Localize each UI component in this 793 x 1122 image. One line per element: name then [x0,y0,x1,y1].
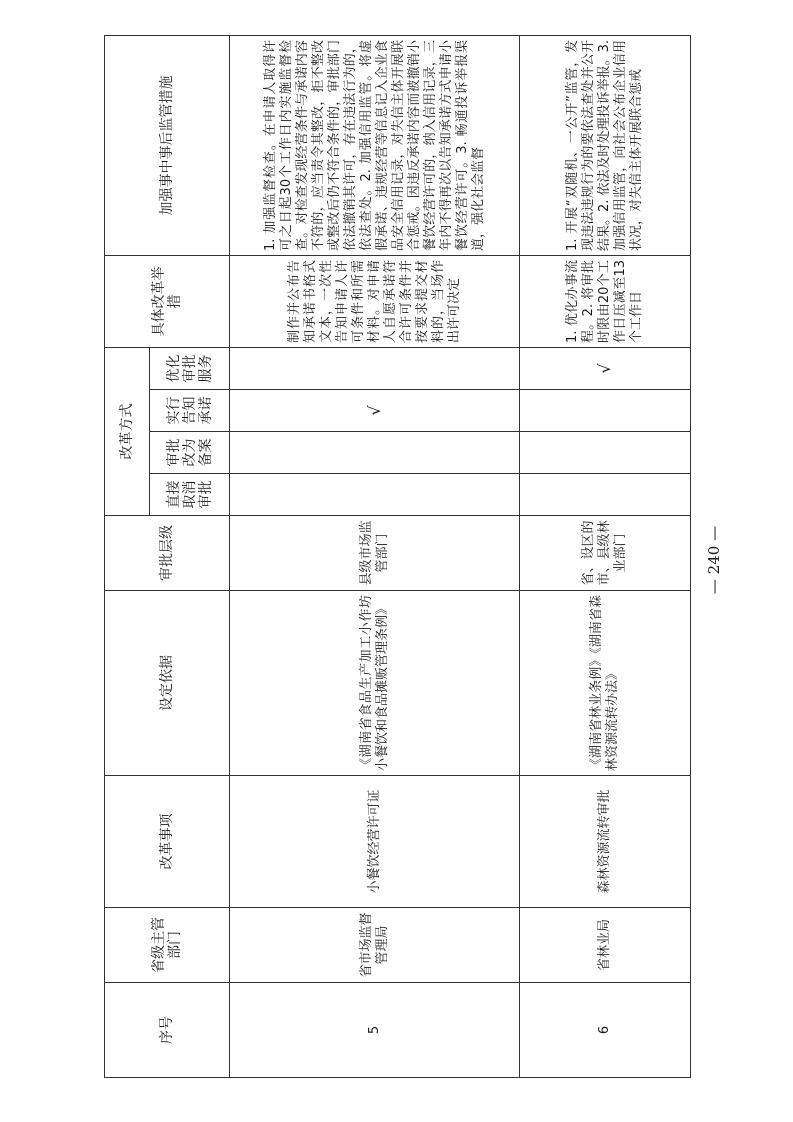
row-supervision: 1. 加强监督检查。在申请人取得许可之日起30个工作日内实施监督检查。对检查发现经营条件与承诺内容不符的，应当责令其整改，拒不整改或整改后仍不符合条件的，审批部门依法撤销其许可，存在违法行为的，依法查处。2. 加强信用监管。将虚假承诺、违规经营等信息记入企业食品安全信用记录，对失信主体开展联合惩戒。因违反承诺内容而被撤销小餐饮经营许可的，纳入信用记录，三年内不得再次以告知承诺方式申请小餐饮经营许可。3. 畅通投诉举报渠道，强化社会监督 [230,36,520,256]
row-optimize-mark [230,348,520,390]
table-row [520,36,691,1078]
header-level: 审批层级 [105,516,230,591]
header-measures: 具体改革举措 [105,256,230,348]
row-no: 5 [230,983,520,1078]
row-basis: 《湖南省林业条例》《湖南省森林资源流转办法》 [520,591,691,776]
header-mode-record: 审批改为备案 [150,432,230,474]
header-dept: 省级主管部门 [105,908,230,983]
row-dept: 省市场监督管理局 [230,908,520,983]
row-optimize-mark: √ [520,348,691,390]
row-level: 省、设区的市、县级林业部门 [520,516,691,591]
header-mode-optimize: 优化审批服务 [150,348,230,390]
row-record-mark [230,432,520,474]
header-no: 序号 [105,983,230,1078]
header-supervision: 加强事中事后监管措施 [105,36,230,256]
page-number: — 240 — [705,525,723,595]
header-mode-cancel: 直接取消审批 [150,474,230,516]
header-row [105,36,150,1078]
row-measures: 1. 优化办事流程。2. 将审批时限由20个工作日压减至13个工作日 [520,256,691,348]
row-item: 森林资源流转审批 [520,776,691,908]
row-dept: 省林业局 [520,908,691,983]
header-basis: 设定依据 [105,591,230,776]
row-no: 6 [520,983,691,1078]
header-item: 改革事项 [105,776,230,908]
row-item: 小餐饮经营许可证 [230,776,520,908]
header-mode: 改革方式 [105,348,150,516]
header-mode-commit: 实行告知承诺 [150,390,230,432]
row-cancel-mark [230,474,520,516]
row-commit-mark: √ [230,390,520,432]
row-supervision: 1. 开展“双随机、一公开”监管，发现违法违规行为的要依法查处并公开结果。2. 依法及时处理投诉举报。3. 加强信用监管，向社会公布企业信用状况，对失信主体开展联合惩戒 [520,36,691,256]
row-basis: 《湖南省食品生产加工小作坊小餐饮和食品摊贩管理条例》 [230,591,520,776]
row-level: 县级市场监管部门 [230,516,520,591]
table-row [230,36,520,1078]
row-measures: 制作并公布告知承诺书格式文本，一次性告知申请人许可条件和所需材料。对申请人自愿承诺符合许可条件并按要求提交材料的，当场作出许可决定 [230,256,520,348]
reform-items-table [104,35,691,1078]
row-record-mark [520,432,691,474]
row-cancel-mark [520,474,691,516]
row-commit-mark [520,390,691,432]
